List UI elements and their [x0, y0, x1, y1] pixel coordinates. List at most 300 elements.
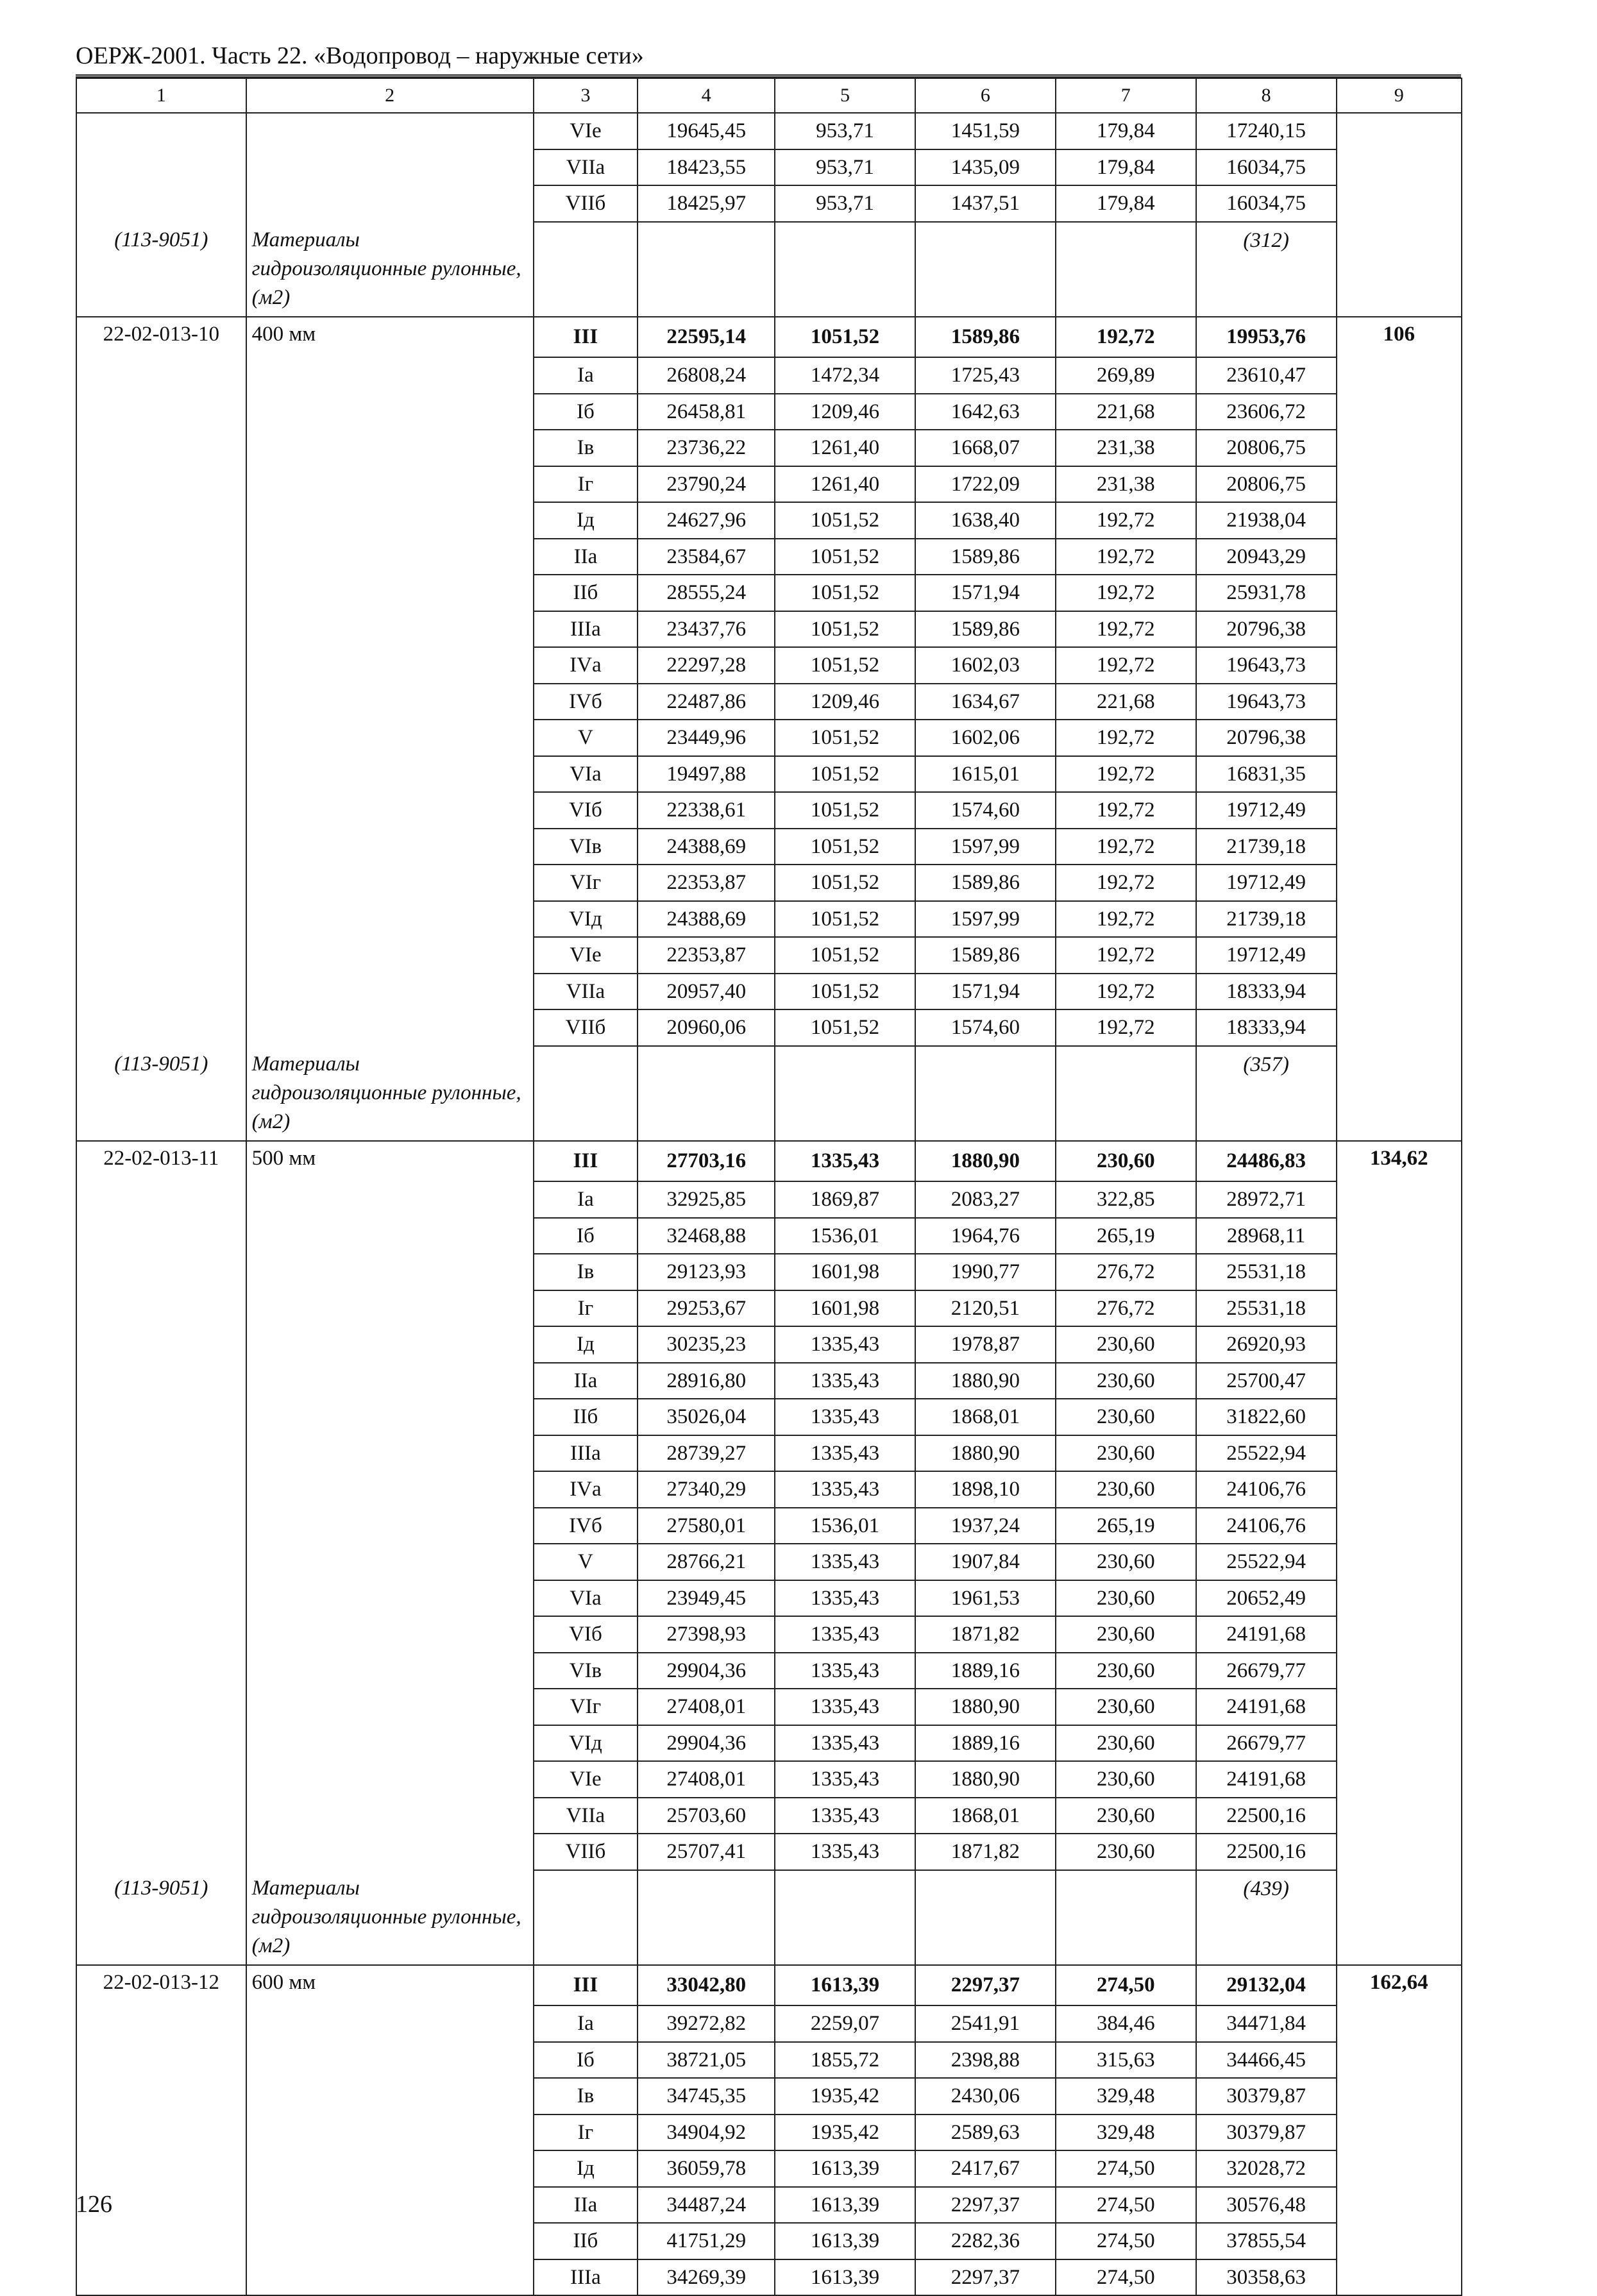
- price-value: 269,89: [1056, 357, 1196, 394]
- region-code: Iг: [534, 2115, 638, 2151]
- price-value: 27703,16: [638, 1141, 775, 1182]
- table-cell: [775, 1870, 915, 1965]
- section-name: 500 мм: [246, 1141, 534, 1182]
- price-value: 1990,77: [915, 1254, 1056, 1290]
- price-value: 23610,47: [1196, 357, 1337, 394]
- table-cell: [1337, 1399, 1462, 1435]
- price-value: 1051,52: [775, 611, 915, 648]
- price-value: 21739,18: [1196, 901, 1337, 938]
- price-value: 1880,90: [915, 1761, 1056, 1798]
- region-code: VIе: [534, 1761, 638, 1798]
- price-value: 25522,94: [1196, 1435, 1337, 1472]
- price-value: 1634,67: [915, 684, 1056, 720]
- price-value: 1335,43: [775, 1798, 915, 1834]
- region-code: IIа: [534, 2187, 638, 2224]
- table-cell: [246, 185, 534, 222]
- table-cell: [246, 974, 534, 1010]
- table-cell: [1337, 185, 1462, 222]
- labor-cost: 106: [1337, 317, 1462, 358]
- price-value: 19712,49: [1196, 865, 1337, 901]
- price-value: 230,60: [1056, 1471, 1196, 1508]
- price-value: 953,71: [775, 149, 915, 186]
- price-value: 192,72: [1056, 502, 1196, 539]
- table-row: [76, 1218, 1462, 1254]
- region-code: Iг: [534, 1290, 638, 1327]
- price-value: 274,50: [1056, 2223, 1196, 2259]
- region-code: IIа: [534, 1363, 638, 1399]
- region-code: Iа: [534, 357, 638, 394]
- price-value: 1051,52: [775, 901, 915, 938]
- price-value: 1571,94: [915, 575, 1056, 611]
- table-row: [76, 611, 1462, 648]
- table-row: [76, 1689, 1462, 1725]
- region-code: VIг: [534, 1689, 638, 1725]
- price-value: 19953,76: [1196, 317, 1337, 358]
- table-cell: [1337, 575, 1462, 611]
- table-cell: [76, 2042, 246, 2079]
- price-value: 30576,48: [1196, 2187, 1337, 2224]
- price-value: 22297,28: [638, 647, 775, 684]
- price-value: 1051,52: [775, 720, 915, 756]
- region-code: VIIа: [534, 974, 638, 1010]
- price-value: 179,84: [1056, 149, 1196, 186]
- table-cell: [1337, 1834, 1462, 1870]
- price-value: 30235,23: [638, 1326, 775, 1363]
- table-cell: [76, 1363, 246, 1399]
- price-value: 1871,82: [915, 1834, 1056, 1870]
- region-code: VIIб: [534, 185, 638, 222]
- table-cell: [1337, 357, 1462, 394]
- price-value: 230,60: [1056, 1580, 1196, 1617]
- price-value: 1536,01: [775, 1218, 915, 1254]
- region-code: VIв: [534, 829, 638, 865]
- price-value: 17240,15: [1196, 113, 1337, 149]
- table-cell: [638, 1046, 775, 1141]
- table-cell: [246, 502, 534, 539]
- price-value: 25522,94: [1196, 1544, 1337, 1580]
- price-value: 1589,86: [915, 865, 1056, 901]
- table-row: [76, 394, 1462, 430]
- table-row: [76, 113, 1462, 149]
- price-value: 230,60: [1056, 1616, 1196, 1653]
- region-code: VIг: [534, 865, 638, 901]
- price-value: 29904,36: [638, 1725, 775, 1762]
- table-cell: [1337, 1544, 1462, 1580]
- table-row: [76, 974, 1462, 1010]
- price-value: 33042,80: [638, 1965, 775, 2006]
- table-cell: [1337, 1508, 1462, 1544]
- price-value: 2120,51: [915, 1290, 1056, 1327]
- table-cell: [1337, 829, 1462, 865]
- table-row: [76, 1399, 1462, 1435]
- price-value: 1335,43: [775, 1544, 915, 1580]
- price-value: 23584,67: [638, 539, 775, 575]
- table-row: [76, 1254, 1462, 1290]
- price-value: 1668,07: [915, 430, 1056, 466]
- price-value: 1589,86: [915, 317, 1056, 358]
- table-cell: [76, 575, 246, 611]
- table-cell: [246, 2187, 534, 2224]
- price-value: 24191,68: [1196, 1616, 1337, 1653]
- price-value: 29253,67: [638, 1290, 775, 1327]
- price-value: 26808,24: [638, 357, 775, 394]
- price-value: 41751,29: [638, 2223, 775, 2259]
- table-cell: [915, 1870, 1056, 1965]
- price-value: 1880,90: [915, 1435, 1056, 1472]
- section-name: 400 мм: [246, 317, 534, 358]
- table-cell: [76, 1834, 246, 1870]
- table-row: [76, 1471, 1462, 1508]
- table-row: [76, 2078, 1462, 2115]
- table-cell: [638, 222, 775, 317]
- price-value: 27408,01: [638, 1689, 775, 1725]
- column-number: 2: [246, 78, 534, 113]
- price-value: 1880,90: [915, 1363, 1056, 1399]
- table-cell: [1337, 901, 1462, 938]
- table-cell: [76, 1181, 246, 1218]
- table-cell: [1337, 149, 1462, 186]
- price-value: 192,72: [1056, 647, 1196, 684]
- price-value: 192,72: [1056, 792, 1196, 829]
- table-cell: [76, 185, 246, 222]
- region-code: VIв: [534, 1653, 638, 1689]
- price-value: 22487,86: [638, 684, 775, 720]
- price-value: 2297,37: [915, 2187, 1056, 2224]
- price-value: 221,68: [1056, 684, 1196, 720]
- region-code: VIд: [534, 901, 638, 938]
- price-value: 230,60: [1056, 1363, 1196, 1399]
- table-cell: [246, 1363, 534, 1399]
- table-row: [76, 901, 1462, 938]
- table-cell: [246, 1435, 534, 1472]
- price-value: 1855,72: [775, 2042, 915, 2079]
- price-value: 1613,39: [775, 2259, 915, 2296]
- price-value: 24486,83: [1196, 1141, 1337, 1182]
- price-value: 1613,39: [775, 1965, 915, 2006]
- region-code: III: [534, 1141, 638, 1182]
- price-value: 1978,87: [915, 1326, 1056, 1363]
- table-cell: [76, 1254, 246, 1290]
- table-cell: [915, 222, 1056, 317]
- table-cell: [915, 1046, 1056, 1141]
- material-code: (113-9051): [76, 222, 246, 317]
- material-code: (113-9051): [76, 1870, 246, 1965]
- price-value: 2398,88: [915, 2042, 1056, 2079]
- material-name: Материалы гидроизоляционные рулонные, (м2): [246, 1046, 534, 1141]
- table-cell: [1337, 1471, 1462, 1508]
- column-number: 1: [76, 78, 246, 113]
- table-cell: [246, 2005, 534, 2042]
- price-value: 19645,45: [638, 113, 775, 149]
- table-cell: [1337, 647, 1462, 684]
- table-cell: [1337, 1870, 1462, 1965]
- table-cell: [76, 1653, 246, 1689]
- table-cell: [76, 539, 246, 575]
- table-cell: [246, 1471, 534, 1508]
- price-value: 230,60: [1056, 1653, 1196, 1689]
- table-cell: [775, 1046, 915, 1141]
- section-code: 22-02-013-11: [76, 1141, 246, 1182]
- table-cell: [1337, 1761, 1462, 1798]
- table-row: [76, 829, 1462, 865]
- table-cell: [1337, 1009, 1462, 1046]
- price-value: 192,72: [1056, 1009, 1196, 1046]
- price-value: 20960,06: [638, 1009, 775, 1046]
- price-value: 384,46: [1056, 2005, 1196, 2042]
- price-value: 22595,14: [638, 317, 775, 358]
- region-code: IIб: [534, 575, 638, 611]
- price-value: 1571,94: [915, 974, 1056, 1010]
- table-cell: [246, 149, 534, 186]
- table-cell: [246, 647, 534, 684]
- table-cell: [76, 1290, 246, 1327]
- table-cell: [76, 611, 246, 648]
- table-row: [76, 357, 1462, 394]
- price-value: 1335,43: [775, 1834, 915, 1870]
- table-row: [76, 1798, 1462, 1834]
- price-value: 230,60: [1056, 1435, 1196, 1472]
- price-value: 23449,96: [638, 720, 775, 756]
- price-value: 1889,16: [915, 1653, 1056, 1689]
- table-cell: [76, 466, 246, 503]
- price-value: 230,60: [1056, 1326, 1196, 1363]
- table-row: [76, 502, 1462, 539]
- table-cell: [1337, 1046, 1462, 1141]
- table-row: [76, 575, 1462, 611]
- table-row: [76, 2223, 1462, 2259]
- price-value: 1935,42: [775, 2078, 915, 2115]
- price-value: 1602,06: [915, 720, 1056, 756]
- price-value: 230,60: [1056, 1798, 1196, 1834]
- table-cell: [76, 394, 246, 430]
- table-cell: [1337, 1725, 1462, 1762]
- material-quantity: (439): [1196, 1870, 1337, 1965]
- price-value: 1051,52: [775, 647, 915, 684]
- column-number: 8: [1196, 78, 1337, 113]
- region-code: Iв: [534, 430, 638, 466]
- price-value: 27340,29: [638, 1471, 775, 1508]
- price-table: [76, 78, 1462, 2296]
- price-value: 19712,49: [1196, 937, 1337, 974]
- price-value: 35026,04: [638, 1399, 775, 1435]
- table-row: [76, 1834, 1462, 1870]
- price-value: 1597,99: [915, 901, 1056, 938]
- table-cell: [1337, 2187, 1462, 2224]
- table-cell: [246, 357, 534, 394]
- price-value: 30379,87: [1196, 2115, 1337, 2151]
- price-value: 1051,52: [775, 539, 915, 575]
- table-cell: [76, 1798, 246, 1834]
- table-cell: [76, 901, 246, 938]
- table-cell: [76, 2078, 246, 2115]
- region-code: IVб: [534, 684, 638, 720]
- table-cell: [246, 829, 534, 865]
- table-cell: [1337, 937, 1462, 974]
- table-row: [76, 2042, 1462, 2079]
- price-value: 230,60: [1056, 1141, 1196, 1182]
- price-value: 1937,24: [915, 1508, 1056, 1544]
- price-value: 1597,99: [915, 829, 1056, 865]
- table-row: [76, 1435, 1462, 1472]
- table-cell: [246, 1181, 534, 1218]
- price-value: 20652,49: [1196, 1580, 1337, 1617]
- price-value: 1722,09: [915, 466, 1056, 503]
- price-value: 1615,01: [915, 756, 1056, 793]
- table-cell: [534, 1046, 638, 1141]
- table-cell: [534, 1870, 638, 1965]
- table-cell: [76, 1399, 246, 1435]
- region-code: VIб: [534, 792, 638, 829]
- price-value: 1335,43: [775, 1363, 915, 1399]
- table-cell: [246, 1544, 534, 1580]
- price-value: 22338,61: [638, 792, 775, 829]
- column-number-row: [76, 78, 1462, 113]
- table-cell: [246, 756, 534, 793]
- price-value: 274,50: [1056, 1965, 1196, 2006]
- table-cell: [76, 1580, 246, 1617]
- region-code: VIIа: [534, 149, 638, 186]
- table-cell: [1337, 611, 1462, 648]
- price-value: 1051,52: [775, 865, 915, 901]
- table-row: [76, 2005, 1462, 2042]
- table-cell: [1337, 466, 1462, 503]
- price-value: 2417,67: [915, 2150, 1056, 2187]
- region-code: Iд: [534, 1326, 638, 1363]
- table-cell: [76, 684, 246, 720]
- table-cell: [246, 937, 534, 974]
- region-code: VIIб: [534, 1834, 638, 1870]
- region-code: Iв: [534, 2078, 638, 2115]
- table-row: [76, 792, 1462, 829]
- region-code: V: [534, 720, 638, 756]
- table-cell: [246, 2150, 534, 2187]
- price-value: 192,72: [1056, 539, 1196, 575]
- price-value: 32468,88: [638, 1218, 775, 1254]
- table-cell: [1337, 113, 1462, 149]
- price-value: 1335,43: [775, 1725, 915, 1762]
- region-code: III: [534, 1965, 638, 2006]
- table-cell: [1056, 1870, 1196, 1965]
- region-code: VIIб: [534, 1009, 638, 1046]
- table-row: [76, 2259, 1462, 2296]
- price-value: 221,68: [1056, 394, 1196, 430]
- price-value: 32028,72: [1196, 2150, 1337, 2187]
- price-value: 34269,39: [638, 2259, 775, 2296]
- table-cell: [246, 575, 534, 611]
- material-note-row: [76, 222, 1462, 317]
- section-name: 600 мм: [246, 1965, 534, 2006]
- region-code: V: [534, 1544, 638, 1580]
- table-cell: [76, 2115, 246, 2151]
- table-cell: [246, 611, 534, 648]
- table-cell: [76, 720, 246, 756]
- price-value: 2589,63: [915, 2115, 1056, 2151]
- region-code: IVа: [534, 1471, 638, 1508]
- price-value: 1335,43: [775, 1689, 915, 1725]
- price-value: 24191,68: [1196, 1761, 1337, 1798]
- region-code: IIб: [534, 2223, 638, 2259]
- table-cell: [246, 901, 534, 938]
- region-code: Iд: [534, 2150, 638, 2187]
- price-value: 25703,60: [638, 1798, 775, 1834]
- table-cell: [76, 829, 246, 865]
- table-row: [76, 1290, 1462, 1327]
- price-value: 25707,41: [638, 1834, 775, 1870]
- table-cell: [246, 466, 534, 503]
- price-value: 1868,01: [915, 1798, 1056, 1834]
- table-row: [76, 185, 1462, 222]
- price-value: 1574,60: [915, 1009, 1056, 1046]
- table-cell: [76, 974, 246, 1010]
- table-cell: [246, 1399, 534, 1435]
- region-code: Iа: [534, 2005, 638, 2042]
- price-value: 26679,77: [1196, 1725, 1337, 1762]
- table-row: [76, 1580, 1462, 1617]
- region-code: VIе: [534, 937, 638, 974]
- price-value: 1871,82: [915, 1616, 1056, 1653]
- price-value: 34471,84: [1196, 2005, 1337, 2042]
- table-cell: [76, 2223, 246, 2259]
- table-row: [76, 937, 1462, 974]
- price-value: 953,71: [775, 113, 915, 149]
- price-value: 1335,43: [775, 1616, 915, 1653]
- price-value: 18333,94: [1196, 1009, 1337, 1046]
- table-cell: [246, 430, 534, 466]
- column-number: 9: [1337, 78, 1462, 113]
- price-value: 20943,29: [1196, 539, 1337, 575]
- table-row: [76, 317, 1462, 358]
- table-cell: [1337, 684, 1462, 720]
- price-value: 1935,42: [775, 2115, 915, 2151]
- table-cell: [246, 1290, 534, 1327]
- table-cell: [534, 222, 638, 317]
- table-row: [76, 149, 1462, 186]
- table-cell: [246, 113, 534, 149]
- price-value: 230,60: [1056, 1834, 1196, 1870]
- price-value: 37855,54: [1196, 2223, 1337, 2259]
- table-row: [76, 430, 1462, 466]
- table-cell: [1337, 1363, 1462, 1399]
- price-value: 26458,81: [638, 394, 775, 430]
- table-cell: [1337, 1689, 1462, 1725]
- price-value: 24106,76: [1196, 1508, 1337, 1544]
- labor-cost: 134,62: [1337, 1141, 1462, 1182]
- region-code: Iв: [534, 1254, 638, 1290]
- table-cell: [1337, 1798, 1462, 1834]
- table-cell: [246, 792, 534, 829]
- price-value: 2430,06: [915, 2078, 1056, 2115]
- price-value: 1613,39: [775, 2187, 915, 2224]
- price-value: 1589,86: [915, 539, 1056, 575]
- table-cell: [76, 1326, 246, 1363]
- price-value: 274,50: [1056, 2150, 1196, 2187]
- price-value: 1209,46: [775, 394, 915, 430]
- table-cell: [1337, 974, 1462, 1010]
- table-cell: [1337, 2078, 1462, 2115]
- table-cell: [76, 937, 246, 974]
- price-value: 20806,75: [1196, 430, 1337, 466]
- table-row: [76, 2187, 1462, 2224]
- table-cell: [246, 1653, 534, 1689]
- price-value: 21938,04: [1196, 502, 1337, 539]
- table-row: [76, 1508, 1462, 1544]
- section-code: 22-02-013-12: [76, 1965, 246, 2006]
- table-cell: [76, 1009, 246, 1046]
- price-value: 192,72: [1056, 317, 1196, 358]
- region-code: Iб: [534, 2042, 638, 2079]
- price-value: 1642,63: [915, 394, 1056, 430]
- table-cell: [246, 684, 534, 720]
